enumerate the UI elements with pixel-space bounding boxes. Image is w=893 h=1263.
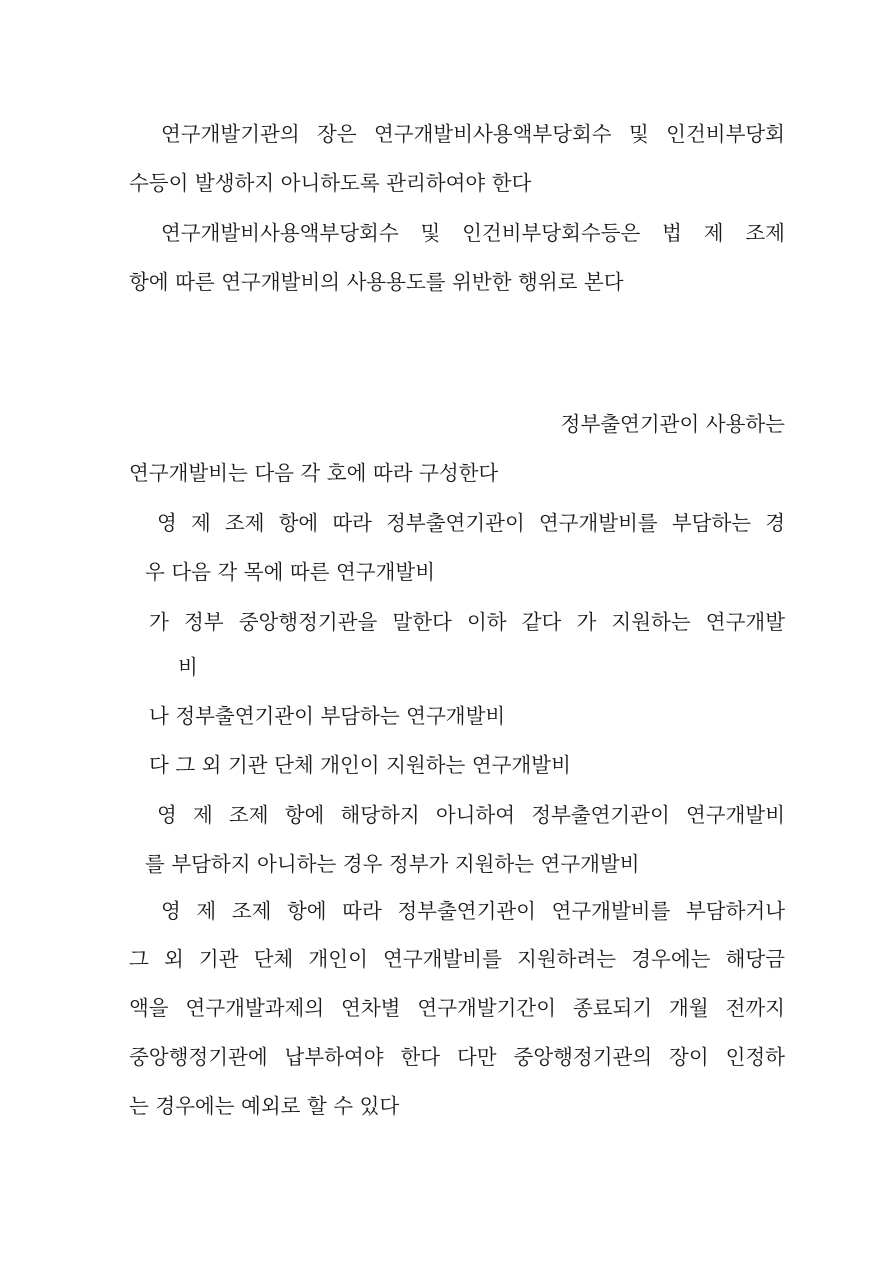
item-1-line-2: 우 다음 각 목에 따른 연구개발비	[145, 560, 436, 584]
item-1-na: 나 정부출연기관이 부담하는 연구개발비	[149, 704, 506, 728]
paragraph-4-line-1: 영 제 조제 항에 따라 정부출연기관이 연구개발비를 부담하거나	[161, 899, 785, 923]
paragraph-4-line-5: 는 경우에는 예외로 할 수 있다	[129, 1094, 400, 1118]
paragraph-3-line-2: 연구개발비는 다음 각 호에 따라 구성한다	[129, 461, 499, 485]
item-1-ga-line-2: 비	[178, 655, 198, 679]
item-2-line-2: 를 부담하지 아니하는 경우 정부가 지원하는 연구개발비	[145, 852, 640, 876]
paragraph-4-line-3: 액을 연구개발과제의 연차별 연구개발기간이 종료되기 개월 전까지	[129, 996, 785, 1020]
paragraph-3-line-1: 정부출연기관이 사용하는	[560, 412, 785, 436]
paragraph-1-line-2: 수등이 발생하지 아니하도록 관리하여야 한다	[129, 171, 532, 195]
item-1-ga-line-1: 가 정부 중앙행정기관을 말한다 이하 같다 가 지원하는 연구개발	[149, 610, 785, 634]
paragraph-4-line-2: 그 외 기관 단체 개인이 연구개발비를 지원하려는 경우에는 해당금	[129, 947, 785, 971]
item-1-da: 다 그 외 기관 단체 개인이 지원하는 연구개발비	[149, 753, 571, 777]
item-1-line-1: 영 제 조제 항에 따라 정부출연기관이 연구개발비를 부담하는 경	[157, 511, 785, 535]
paragraph-1-line-1: 연구개발기관의 장은 연구개발비사용액부당회수 및 인건비부당회	[161, 122, 785, 146]
paragraph-2-line-1: 연구개발비사용액부당회수 및 인건비부당회수등은 법 제 조제	[161, 221, 785, 245]
item-2-line-1: 영 제 조제 항에 해당하지 아니하여 정부출연기관이 연구개발비	[157, 803, 785, 827]
paragraph-4-line-4: 중앙행정기관에 납부하여야 한다 다만 중앙행정기관의 장이 인정하	[129, 1045, 785, 1069]
paragraph-2-line-2: 항에 따른 연구개발비의 사용용도를 위반한 행위로 본다	[129, 270, 624, 294]
